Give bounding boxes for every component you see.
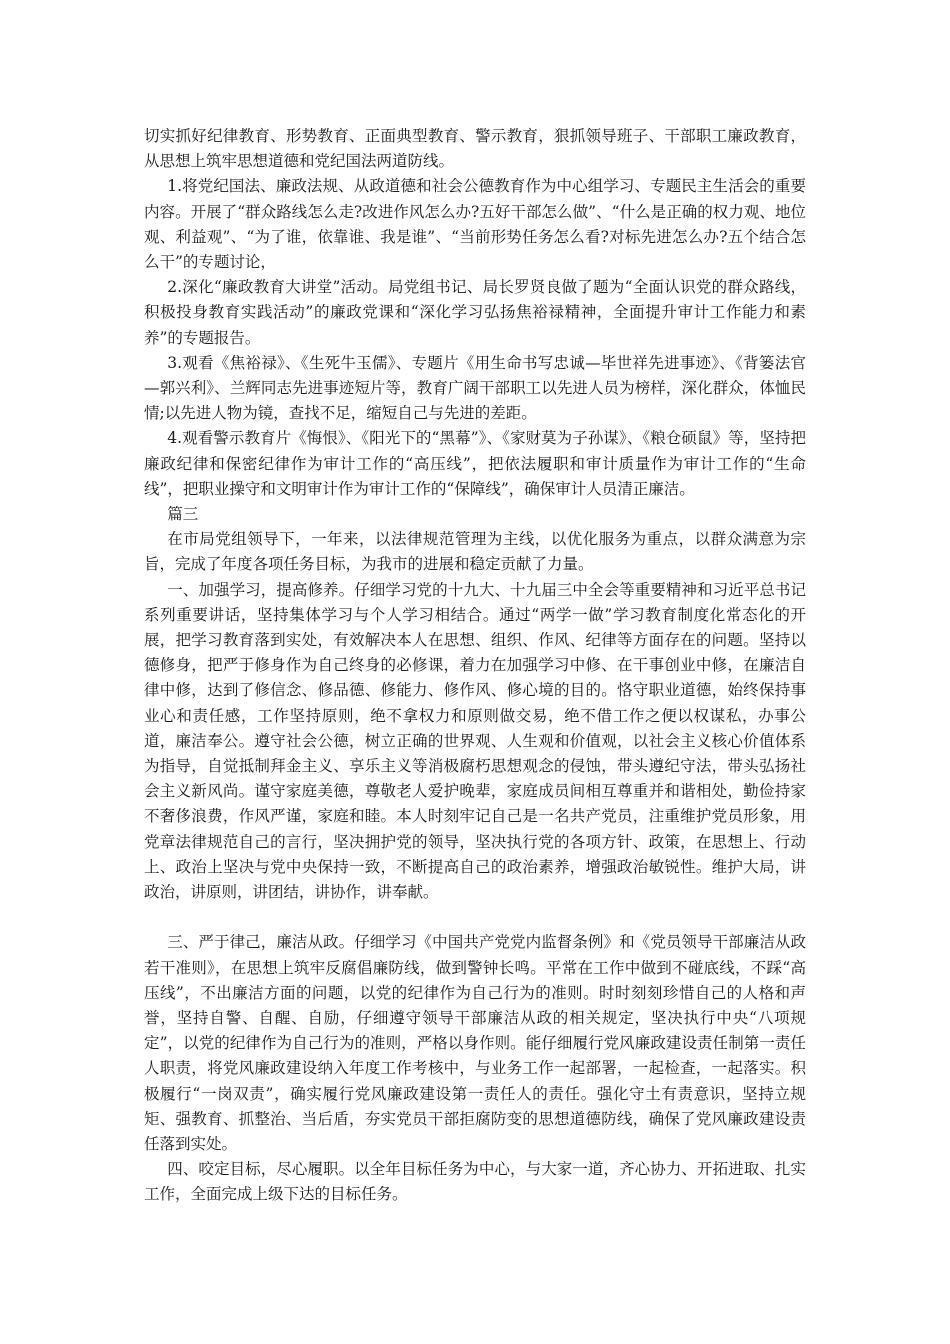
paragraph-point-1: 一、加强学习，提高修养。仔细学习党的十九大、十九届三中全会等重要精神和习近平总书记系列重要讲话，坚持集体学习与个人学习相结合。通过“两学一做”学习教育制度化常态化的开展，把学习教育落到实处，有效解决本人在思想、组织、作风、纪律等方面存在的问题。坚持以德修身，把严于修身作为自己终身的必修课，着力在加强学习中修、在干事创业中修，在廉洁自律中修，达到了修信念、修品德、修能力、修作风、修心境的目的。恪守职业道德，始终保持事业心和责任感，工作坚持原则，绝不拿权力和原则做交易，绝不借工作之便以权谋私，办事公道，廉洁奉公。遵守社会公德，树立正确的世界观、人生观和价值观，以社会主义核心价值体系为指导，自觉抵制拜金主义、享乐主义等消极腐朽思想观念的侵蚀，带头遵纪守法，带头弘扬社会主义新风尚。谨守家庭美德，尊敬老人爱护晚辈，家庭成员间相互尊重并和谐相处，勤俭持家不奢侈浪费，作风严谨，家庭和睦。本人时刻牢记自己是一名共产党员，注重维护党员形象，用党章法律规范自己的言行，坚决拥护党的领导，坚决执行党的各项方针、政策，在思想上、行动上、政治上坚决与党中央保持一致，不断提高自己的政治素养，增强政治敏锐性。维护大局，讲政治，讲原则，讲团结，讲协作，讲奉献。	[144, 580, 806, 902]
paragraph-spacer	[144, 905, 806, 930]
paragraph-point-3: 三、严于律己，廉洁从政。仔细学习《中国共产党党内监督条例》和《党员领导干部廉洁从政若干准则》，在思想上筑牢反腐倡廉防线，做到警钟长鸣。平常在工作中做到不碰底线，不踩“高压线”，不出廉洁方面的问题，以党的纪律作为自己行为的准则。时时刻刻珍惜自己的人格和声誉，坚持自警、自醒、自励，仔细遵守领导干部廉洁从政的相关规定，坚决执行中央“八项规定”，以党的纪律作为自己行为的准则，严格以身作则。能仔细履行党风廉政建设责任制第一责任人职责，将党风廉政建设纳入年度工作考核中，与业务工作一起部署，一起检查，一起落实。积极履行“一岗双责”，确实履行党风廉政建设第一责任人的责任。强化守土有责意识，坚持立规矩、强教育、抓整治、当后盾，夯实党员干部拒腐防变的思想道德防线，确保了党风廉政建设责任落到实处。	[144, 933, 806, 1153]
paragraph-item-4: 4.观看警示教育片《悔恨》、《阳光下的“黑幕”》、《家财莫为子孙谋》、《粮仓硕鼠》等，坚持把廉政纪律和保密纪律作为审计工作的“高压线”，把依法履职和审计质量作为审计工作的“生命线”，把职业操守和文明审计作为审计工作的“保障线”，确保审计人员清正廉洁。	[144, 429, 806, 498]
paragraph-point-4: 四、咬定目标，尽心履职。以全年目标任务为中心，与大家一道，齐心协力、开拓进取、扎实工作，全面完成上级下达的目标任务。	[144, 1160, 806, 1204]
document-page	[144, 124, 806, 1208]
paragraph-item-3: 3.观看《焦裕禄》、《生死牛玉儒》、专题片《用生命书写忠诚—毕世祥先进事迹》、《背篓法官—郭兴利》、兰辉同志先进事迹短片等，教育广阔干部职工以先进人员为榜样，深化群众，体恤民情;以先进人物为镜，查找不足，缩短自己与先进的差距。	[144, 353, 806, 423]
paragraph-item-1: 1.将党纪国法、廉政法规、从政道德和社会公德教育作为中心组学习、专题民主生活会的重要内容。开展了“群众路线怎么走?改进作风怎么办?五好干部怎么做”、“什么是正确的权力观、地位观、利益观”、“为了谁，依靠谁、我是谁”、“当前形势任务怎么看?对标先进怎么办?五个结合怎么干”的专题讨论，	[144, 177, 806, 272]
paragraph-section-intro: 在市局党组领导下，一年来，以法律规范管理为主线，以优化服务为重点，以群众满意为宗旨，完成了年度各项任务目标，为我市的进展和稳定贡献了力量。	[144, 530, 806, 574]
paragraph-item-2: 2.深化“廉政教育大讲堂”活动。局党组书记、局长罗贤良做了题为“全面认识党的群众路线，积极投身教育实践活动”的廉政党课和“深化学习弘扬焦裕禄精神，全面提升审计工作能力和素养”的专题报告。	[144, 278, 806, 347]
paragraph-intro: 切实抓好纪律教育、形势教育、正面典型教育、警示教育，狠抓领导班子、干部职工廉政教育，从思想上筑牢思想道德和党纪国法两道防线。	[144, 127, 806, 171]
section-heading: 篇三	[167, 505, 199, 524]
